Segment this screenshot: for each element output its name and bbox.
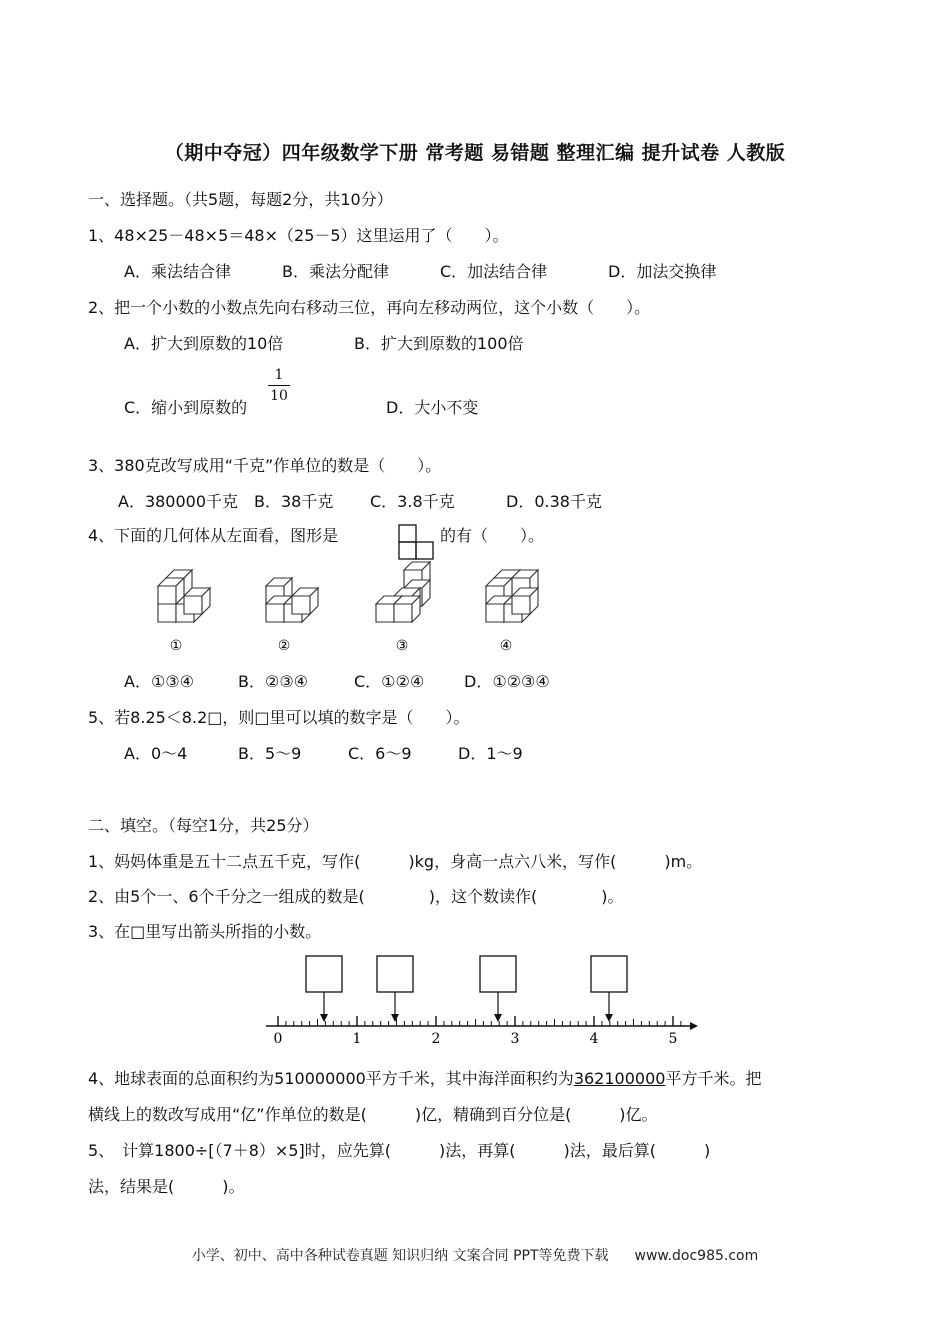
figure-label-2: ② (277, 638, 291, 654)
q1-option-b: B．乘法分配律 (282, 262, 389, 281)
fill-q5-line2: 法，结果是( )。 (88, 1177, 245, 1196)
q5-option-a: A．0～4 (124, 744, 188, 763)
q3-option-a: A．380000千克 (118, 492, 239, 511)
q4-text-after: 的有（ ）。 (440, 526, 545, 545)
q4-option-c: C．①②④ (354, 672, 425, 691)
number-line-ticks (278, 1016, 681, 1026)
q1-option-d: D．加法交换律 (608, 262, 717, 281)
q2-option-d: D．大小不变 (386, 398, 479, 417)
tick-label-2: 2 (431, 1031, 441, 1046)
q5-option-b: B．5～9 (238, 744, 302, 763)
fill-q4-part2: 平方千米。把 (665, 1069, 762, 1088)
fraction-bar (268, 385, 290, 386)
figure-4-cubes (486, 570, 538, 622)
fill-q4-line1 (88, 1069, 761, 1089)
footer (0, 1245, 950, 1265)
figure-3-cubes (376, 562, 430, 622)
q4-option-b: B．②③④ (238, 672, 309, 691)
figure-1-cubes (158, 570, 210, 622)
q1-option-a: A．乘法结合律 (124, 262, 231, 281)
q3-text: 3、380克改写成用“千克”作单位的数是（ ）。 (88, 456, 442, 475)
q4-text-before: 4、下面的几何体从左面看，图形是 (88, 526, 339, 545)
number-line-arrowhead (690, 1022, 698, 1030)
tick-label-1: 1 (352, 1031, 362, 1046)
fill-q4-part1: 4、地球表面的总面积约为510000000平方千米，其中海洋面积约为 (88, 1069, 574, 1088)
tick-label-0: 0 (273, 1031, 283, 1046)
q2-option-b: B．扩大到原数的100倍 (354, 334, 524, 353)
tick-label-4: 4 (589, 1031, 599, 1046)
one-tenth-fraction (268, 367, 290, 404)
fraction-denominator: 10 (270, 388, 288, 404)
figure-label-4: ④ (499, 638, 513, 654)
section1-heading: 一、选择题。（共5题，每题2分，共10分） (88, 190, 393, 209)
fill-q1-text: 1、妈妈体重是五十二点五千克，写作( )kg，身高一点六八米，写作( )m。 (88, 852, 703, 871)
fraction-numerator: 1 (274, 367, 284, 383)
figure-label-3: ③ (395, 638, 409, 654)
q3-option-d: D．0.38千克 (506, 492, 602, 511)
fill-q2-text: 2、由5个一、6个千分之一组成的数是( )，这个数读作( )。 (88, 887, 624, 906)
fill-q3-text: 3、在□里写出箭头所指的小数。 (88, 922, 322, 941)
figure-label-1: ① (169, 638, 183, 654)
q4-option-d: D．①②③④ (464, 672, 550, 691)
q5-text: 5、若8.25＜8.2□，则□里可以填的数字是（ ）。 (88, 708, 470, 727)
cube-figures (150, 560, 570, 660)
page-title: （期中夺冠）四年级数学下册 常考题 易错题 整理汇编 提升试卷 人教版 (164, 142, 786, 164)
answer-box-3 (480, 956, 516, 1022)
q4-option-a: A．①③④ (124, 672, 194, 691)
answer-box-2 (377, 956, 413, 1022)
q1-option-c: C．加法结合律 (440, 262, 548, 281)
footer-url[interactable]: www.doc985.com (634, 1248, 759, 1264)
q3-option-b: B．38千克 (254, 492, 334, 511)
figure-2-cubes (266, 578, 318, 622)
answer-box-1 (306, 956, 342, 1022)
left-view-shape-icon (396, 522, 436, 562)
section2-heading: 二、填空。（每空1分，共25分） (88, 816, 319, 835)
answer-box-4 (591, 956, 627, 1022)
q3-option-c: C．3.8千克 (370, 492, 455, 511)
q2-option-a: A．扩大到原数的10倍 (124, 334, 284, 353)
fill-q4-underlined-number: 362100000 (573, 1069, 666, 1088)
q2-option-c: C．缩小到原数的 (124, 398, 248, 417)
q5-option-d: D．1～9 (458, 744, 523, 763)
tick-label-5: 5 (668, 1031, 678, 1046)
fill-q5-line1: 5、 计算1800÷[（7＋8）×5]时，应先算( )法，再算( )法，最后算( ) (88, 1141, 711, 1160)
q1-text: 1、48×25－48×5＝48×（25－5）这里运用了（ ）。 (88, 226, 509, 245)
tick-label-3: 3 (510, 1031, 520, 1046)
number-line (258, 950, 700, 1046)
fill-q4-line2: 横线上的数改写成用“亿”作单位的数是( )亿，精确到百分位是( )亿。 (88, 1105, 658, 1124)
footer-text: 小学、初中、高中各种试卷真题 知识归纳 文案合同 PPT等免费下载 (191, 1248, 609, 1264)
q2-text: 2、把一个小数的小数点先向右移动三位，再向左移动两位，这个小数（ ）。 (88, 298, 651, 317)
q5-option-c: C．6～9 (348, 744, 412, 763)
